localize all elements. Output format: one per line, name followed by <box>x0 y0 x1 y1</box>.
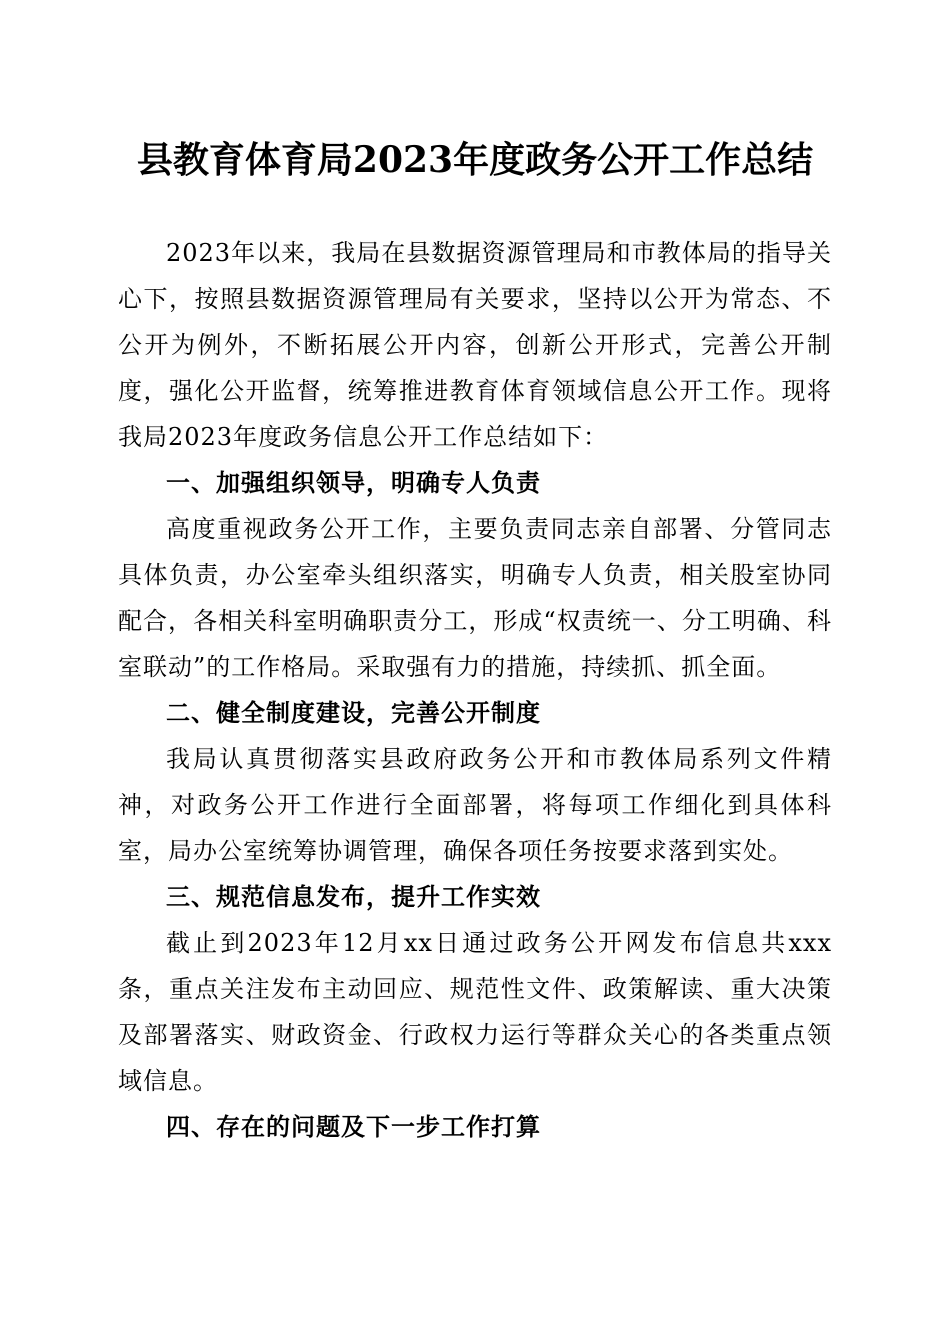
section-heading-2: 二、健全制度建设，完善公开制度 <box>166 699 541 727</box>
section-body-2: 我局认真贯彻落实县政府政务公开和市教体局系列文件精神，对政务公开工作进行全面部署，将每项工作细化到具体科室，局办公室统筹协调管理，确保各项任务按要求落到实处。 <box>118 745 832 865</box>
section-body-3: 截止到2023年12月xx日通过政务公开网发布信息共xxx条，重点关注发布主动回应、规范性文件、政策解读、重大决策及部署落实、财政资金、行政权力运行等群众关心的各类重点领域信息。 <box>118 929 832 1095</box>
intro-paragraph: 2023年以来，我局在县数据资源管理局和市教体局的指导关心下，按照县数据资源管理局有关要求，坚持以公开为常态、不公开为例外，不断拓展公开内容，创新公开形式，完善公开制度，强化公开监督，统筹推进教育体育领域信息公开工作。现将我局2023年度政务信息公开工作总结如下： <box>118 239 832 451</box>
section-heading-1: 一、加强组织领导，明确专人负责 <box>166 469 541 497</box>
section-heading-3: 三、规范信息发布，提升工作实效 <box>166 883 541 911</box>
document-title: 县教育体育局2023年度政务公开工作总结 <box>136 139 814 181</box>
section-heading-4: 四、存在的问题及下一步工作打算 <box>166 1113 541 1141</box>
document-body <box>118 230 832 1150</box>
section-body-1: 高度重视政务公开工作，主要负责同志亲自部署、分管同志具体负责，办公室牵头组织落实，明确专人负责，相关股室协同配合，各相关科室明确职责分工，形成“权责统一、分工明确、科室联动”的工作格局。采取强有力的措施，持续抓、抓全面。 <box>118 515 832 681</box>
